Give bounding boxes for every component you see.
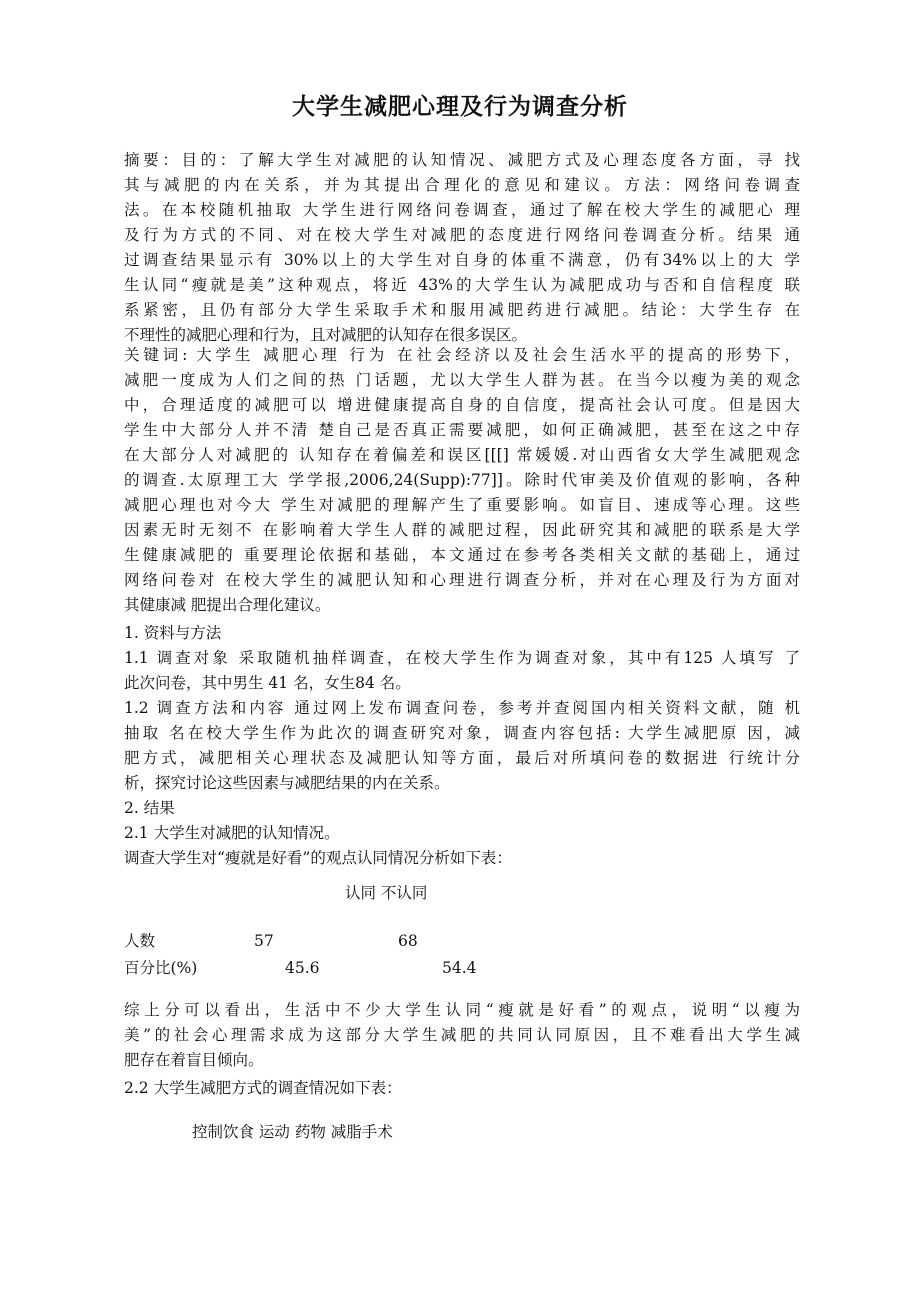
abstract-line: 其与减肥的内在关系，并为其提出合理化的意见和建议。方法：网络问卷调查 (124, 176, 800, 194)
table1-cell: 45.6 (285, 959, 320, 977)
body-line: 肥存在着盲目倾向。 (124, 1051, 264, 1069)
intro-line: 减肥一度成为人们之间的热 门话题，尤以大学生人群为甚。在当今以瘦为美的观念 (124, 371, 800, 389)
section-heading: 2. 结果 (124, 799, 175, 817)
abstract-line: 过调查结果显示有 30%以上的大学生对自身的体重不满意，仍有34%以上的大 学 (124, 251, 800, 269)
abstract-line: 法。在本校随机抽取 大学生进行网络问卷调查，通过了解在校大学生的减肥心 理 (124, 201, 800, 219)
table1-cell: 68 (398, 932, 418, 950)
intro-line: 中，合理适度的减肥可以 增进健康提高自身的自信度，提高社会认可度。但是因大 (124, 396, 800, 414)
subsection-heading: 2.1 大学生对减肥的认知情况。 (124, 824, 340, 842)
body-line: 1.2 调查方法和内容 通过网上发布调查问卷，参考并查阅国内相关资料文献，随 机 (124, 699, 800, 717)
table1-cell: 54.4 (442, 959, 477, 977)
intro-line: 其健康减 肥提出合理化建议。 (124, 596, 331, 614)
body-line: 1.1 调查对象 采取随机抽样调查，在校大学生作为调查对象，其中有125 人填写 了 (124, 649, 800, 667)
intro-line: 关键词: 大学生 减肥心理 行为 在社会经济以及社会生活水平的提高的形势下， (124, 346, 800, 364)
intro-line: 学生中大部分人并不清 楚自己是否真正需要减肥，如何正确减肥，甚至在这之中存 (124, 421, 800, 439)
table1-cell: 57 (254, 932, 274, 950)
intro-line: 在大部分人对减肥的 认知存在着偏差和误区[[[] 常媛媛.对山西省女大学生减肥观念 (124, 446, 800, 464)
table2-header: 控制饮食 运动 药物 减脂手术 (192, 1123, 393, 1141)
intro-line: 因素无时无刻不 在影响着大学生人群的减肥过程，因此研究其和减肥的联系是大学 (124, 521, 800, 539)
abstract-line: 生认同“瘦就是美”这种观点，将近 43%的大学生认为减肥成功与否和自信程度 联 (124, 276, 800, 294)
subsection-heading: 2.2 大学生减肥方式的调查情况如下表： (124, 1079, 402, 1097)
abstract-line: 系紧密，且仍有部分大学生采取手术和服用减肥药进行减肥。结论：大学生存 在 (124, 301, 800, 319)
intro-line: 的调查.太原理工大 学学报,2006,24(Supp):77]]。除时代审美及价值观的影响，各种 (124, 471, 800, 489)
body-line: 析，探究讨论这些因素与减肥结果的内在关系。 (124, 774, 450, 792)
body-line: 抽取 名在校大学生作为此次的调查研究对象，调查内容包括: 大学生减肥原 因，减 (124, 724, 800, 742)
abstract-line: 摘要：目的：了解大学生对减肥的认知情况、减肥方式及心理态度各方面，寻 找 (124, 151, 800, 169)
section-heading: 1. 资料与方法 (124, 624, 222, 642)
intro-line: 网络问卷对 在校大学生的减肥认知和心理进行调查分析，并对在心理及行为方面对 (124, 571, 800, 589)
table1-row-label: 人数 (124, 932, 156, 950)
abstract-line: 不理性的减肥心理和行为，且对减肥的认知存在很多误区。 (124, 326, 528, 344)
document-title: 大学生减肥心理及行为调查分析 (292, 94, 628, 120)
table1-header: 认同 不认同 (345, 884, 428, 902)
body-line: 美”的社会心理需求成为这部分大学生减肥的共同认同原因，且不难看出大学生减 (124, 1026, 800, 1044)
body-line: 调查大学生对“瘦就是好看”的观点认同情况分析如下表： (124, 849, 512, 867)
body-line: 此次问卷，其中男生 41 名，女生84 名。 (124, 674, 411, 692)
intro-line: 减肥心理也对今大 学生对减肥的理解产生了重要影响。如盲目、速成等心理。这些 (124, 496, 800, 514)
abstract-line: 及行为方式的不同、对在校大学生对减肥的态度进行网络问卷调查分析。结果 通 (124, 226, 800, 244)
body-line: 肥方式，减肥相关心理状态及减肥认知等方面，最后对所填问卷的数据进 行统计分 (124, 749, 800, 767)
intro-line: 生健康减肥的 重要理论依据和基础，本文通过在参考各类相关文献的基础上，通过 (124, 546, 800, 564)
body-line: 综上分可以看出，生活中不少大学生认同“瘦就是好看”的观点，说明“以瘦为 (124, 1001, 800, 1019)
table1-row-label: 百分比(%) (124, 959, 198, 977)
